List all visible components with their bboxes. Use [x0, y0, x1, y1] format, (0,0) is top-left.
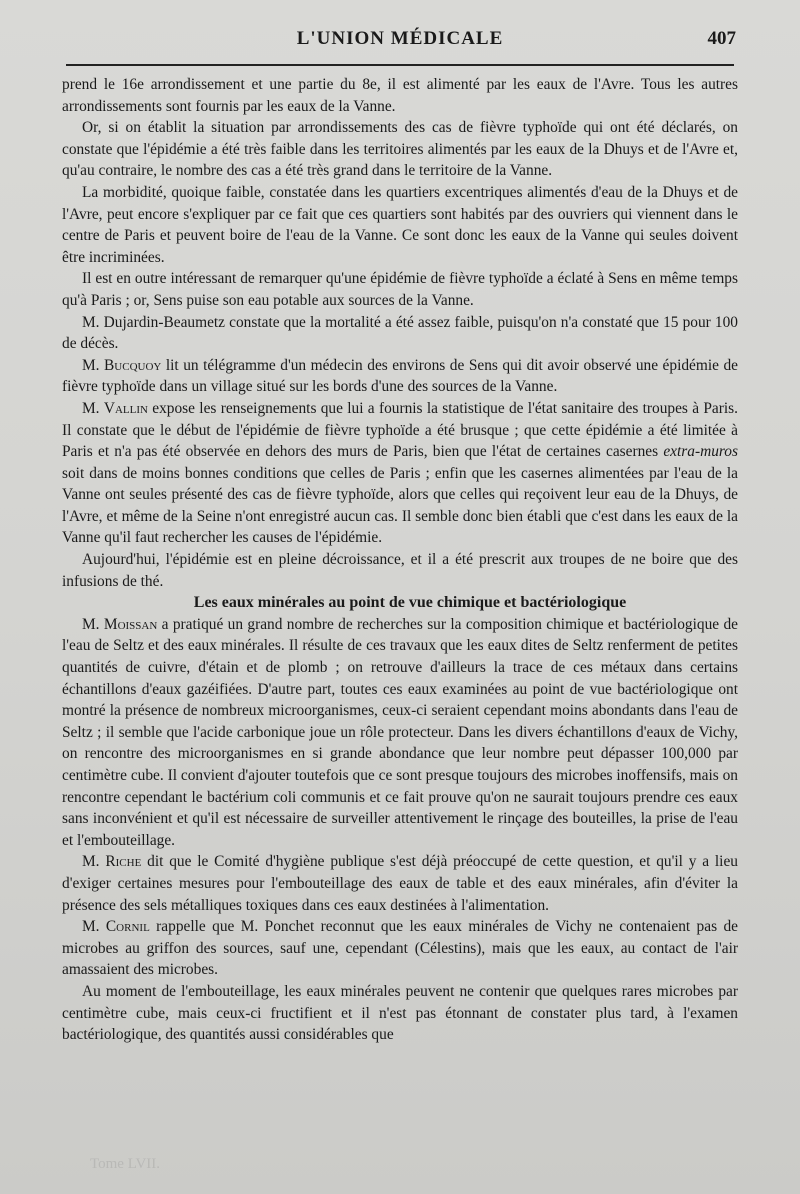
section-title: Les eaux minérales au point de vue chimique et bactériologique — [193, 594, 627, 612]
volume-footer: Tome LVII. — [90, 1156, 161, 1172]
paragraph: Aujourd'hui, l'épidémie est en pleine décroissance, et il a été prescrit aux troupes de ne boire que des infusions de thé. — [62, 551, 738, 590]
italic-term: extra-muros — [663, 443, 738, 461]
speaker-prefix: M. — [82, 918, 106, 936]
header-rule — [66, 64, 734, 66]
running-header — [60, 26, 740, 56]
page-number: 407 — [707, 28, 736, 49]
paragraph-vallin — [62, 398, 738, 549]
paragraph-riche — [62, 851, 738, 916]
paragraph-text: rappelle que M. Ponchet reconnut que les eaux minérales de Vichy ne contenaient pas de microbes au griffon des sources, sauf une, cependant (Célestins), mais que les eaux, au contact de l'air amassaient des microbes. — [62, 918, 738, 979]
paragraph: Il est en outre intéressant de remarquer qu'une épidémie de fièvre typhoïde a éclaté à Sens en même temps qu'à Paris ; or, Sens puise son eau potable aux sources de la Vanne. — [62, 270, 738, 309]
paragraph-text: lit un télégramme d'un médecin des environs de Sens qui dit avoir observé une épidémie de fièvre typhoïde dans un village situé sur les bords d'une des sources de la Vanne. — [62, 356, 738, 396]
paragraph: La morbidité, quoique faible, constatée dans les quartiers excentriques alimentés d'eau de la Dhuys et de l'Avre, peut encore s'expliquer par ce fait que ces quartiers sont habités par des ouvriers qui viennent dans le centre de Paris et peuvent boire de l'eau de la Vanne. Ce sont donc les eaux de la Vanne qui seules doivent être incriminées. — [62, 183, 738, 266]
speaker-name: Bucquoy — [104, 356, 162, 374]
paragraph-text: dit que le Comité d'hygiène publique s'est déjà préoccupé de cette question, et qu'il y a lieu d'exiger certaines mesures pour l'embouteillage des eaux de table et des eaux minérales, afin d'éviter la présence des sels métalliques toxiques dans ces eaux destinées à l'alimentation. — [62, 853, 738, 914]
paragraph: Or, si on établit la situation par arrondissements des cas de fièvre typhoïde qui ont été déclarés, on constate que l'épidémie a été très faible dans les territoires alimentés par les eaux de la Dhuys et de l'Avre et, qu'au contraire, le nombre des cas a été très grand dans le territoire de la Vanne. — [62, 119, 738, 180]
paragraph: prend le 16e arrondissement et une partie du 8e, il est alimenté par les eaux de l'Avre. Tous les autres arrondissements sont fournis par les eaux de la Vanne. — [62, 76, 738, 115]
paragraph-text: soit dans de moins bonnes conditions que celles de Paris ; enfin que les casernes alimentées par l'eau de la Vanne ont seules présenté des cas de fièvre typhoïde, alors que celles qui reçoivent leur eau de la Dhuys, de l'Avre, et même de la Seine n'ont enregistré aucun cas. Il semble donc bien établi que c'est dans les eaux de la Vanne qu'il faut rechercher les causes de l'épidémie. — [62, 464, 738, 547]
speaker-prefix: M. — [82, 399, 104, 417]
speaker-prefix: M. — [82, 853, 106, 871]
speaker-prefix: M. — [82, 615, 104, 633]
speaker-name: Vallin — [103, 399, 148, 417]
paragraph-moissan — [62, 614, 738, 852]
speaker-name: Riche — [105, 853, 142, 871]
paragraph: Au moment de l'embouteillage, les eaux minérales peuvent ne contenir que quelques rares microbes par centimètre cube, mais ceux-ci fructifient et il n'est pas étonnant de constater plus tard, à l'examen bactériologique, des quantités aussi considérables que — [62, 982, 738, 1044]
paragraph-bucquoy — [62, 355, 738, 398]
paragraph-text: a pratiqué un grand nombre de recherches sur la composition chimique et bactériologique de l'eau de Seltz et des eaux minérales. Il résulte de ces travaux que les eaux dites de Seltz renferment de petites quantités de cuivre, d'étain et de plomb ; on retrouve d'ailleurs la trace de ces métaux dans certains échantillons d'eaux gazéifiées. D'autre part, toutes ces eaux examinées au point de vue bactériologique ont montré la présence de nombreux microorganismes, ceux-ci seraient cependant moins abondants dans l'eau de Seltz ; il semble que l'acide carbonique joue un rôle protecteur. Dans les divers échantillons d'eaux de Vichy, on rencontre des microorganismes en si grande abondance que leur nombre peut dépasser 100,000 par centimètre cube. Il convient d'ajouter toutefois que ce sont presque toujours des microbes inoffensifs, mais on rencontre cependant le bactérium coli communis et ce fait prouve qu'on ne saurait toujours prendre ces eaux sans inconvénient et qu'il est nécessaire de surveiller attentivement le rinçage des bouteilles, la prise de l'eau et l'embouteillage. — [62, 615, 738, 849]
speaker-name: Moissan — [103, 615, 158, 633]
article-body — [62, 74, 738, 1046]
paragraph: M. Dujardin-Beaumetz constate que la mortalité a été assez faible, puisqu'on n'a constaté que 15 pour 100 de décès. — [62, 313, 738, 353]
journal-title: L'UNION MÉDICALE — [296, 28, 504, 49]
speaker-name: Cornil — [105, 918, 150, 936]
paragraph-text: expose les renseignements que lui a fournis la statistique de l'état sanitaire des troupes à Paris. Il constate que le début de l'épidémie de fièvre typhoïde a été brusque ; que cette épidémie a été limitée à Paris et n'a pas été observée en dehors des murs de Paris, bien que l'état de certaines casernes — [62, 399, 738, 461]
paragraph-cornil — [62, 916, 738, 981]
speaker-prefix: M. — [82, 356, 105, 374]
